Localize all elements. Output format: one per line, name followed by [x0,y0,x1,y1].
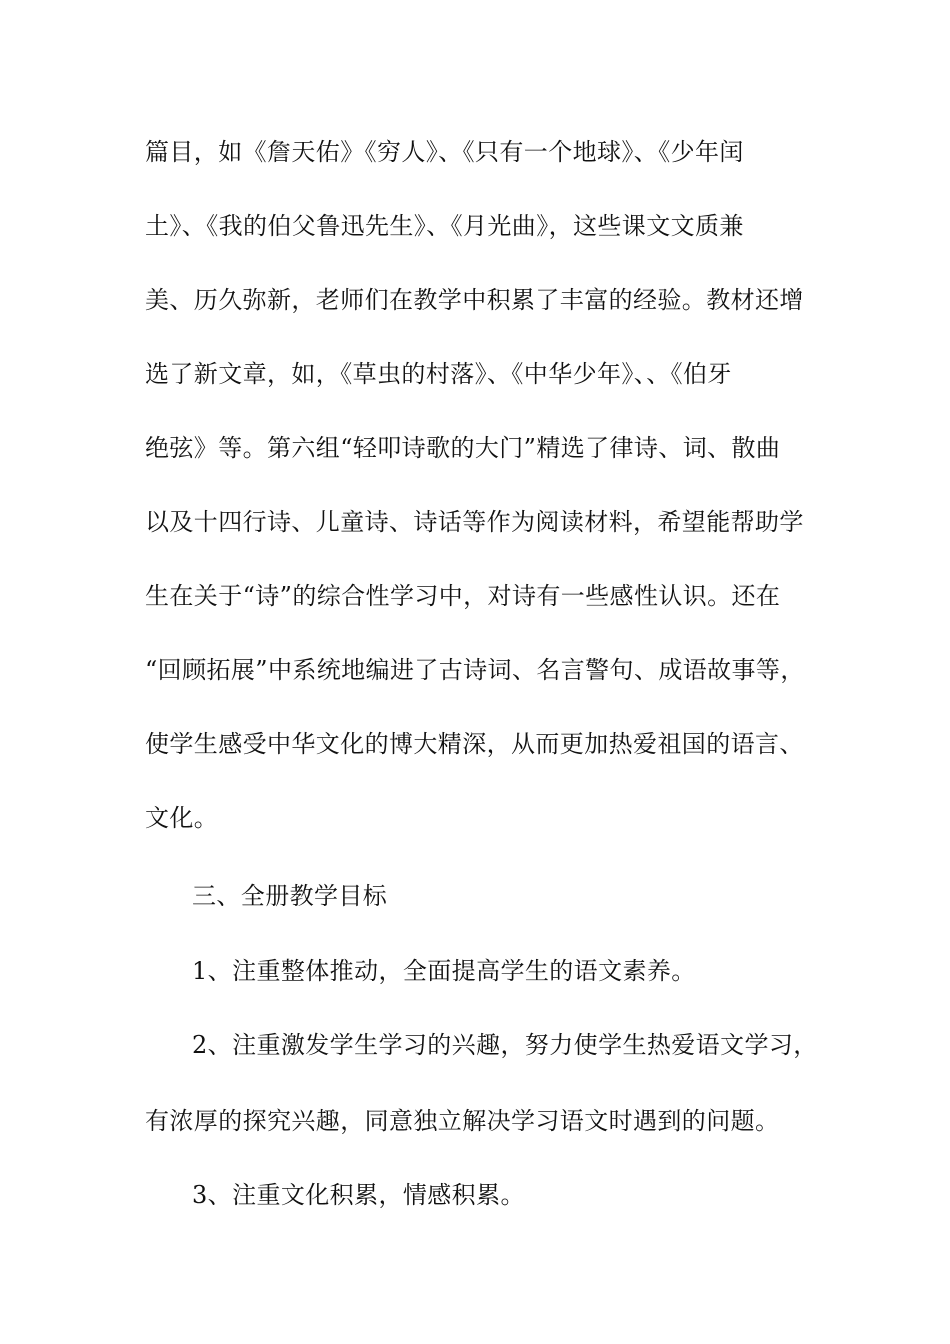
goal-item-2-line-1: 2、注重激发学生学习的兴趣，努力使学生热爱语文学习， [192,1031,818,1059]
goal-item-1: 1、注重整体推动，全面提高学生的语文素养。 [192,957,696,985]
paragraph-line-6: 以及十四行诗、儿童诗、诗话等作为阅读材料，希望能帮助学 [145,508,804,536]
paragraph-line-2: 土》、《我的伯父鲁迅先生》、《月光曲》，这些课文文质兼 [145,212,744,240]
paragraph-line-4: 选了新文章，如，《草虫的村落》、《中华少年》、、《伯牙 [145,360,732,388]
paragraph-line-7: 生在关于“诗”的综合性学习中，对诗有一些感性认识。还在 [145,582,781,610]
goal-item-2-line-2: 有浓厚的探究兴趣，同意独立解决学习语文时遇到的问题。 [145,1107,780,1135]
paragraph-line-10: 文化。 [145,804,219,832]
goal-item-3: 3、注重文化积累，情感积累。 [192,1181,525,1209]
section-heading: 三、全册教学目标 [192,882,388,910]
paragraph-line-8: “回顾拓展”中系统地编进了古诗词、名言警句、成语故事等， [145,656,805,684]
paragraph-line-5: 绝弦》等。第六组“轻叩诗歌的大门”精选了律诗、词、散曲 [145,434,781,462]
paragraph-line-9: 使学生感受中华文化的博大精深，从而更加热爱祖国的语言、 [145,730,804,758]
paragraph-line-3: 美、历久弥新，老师们在教学中积累了丰富的经验。教材还增 [145,286,804,314]
paragraph-line-1: 篇目，如《詹天佑》《穷人》、《只有一个地球》、《少年闰 [145,138,744,166]
